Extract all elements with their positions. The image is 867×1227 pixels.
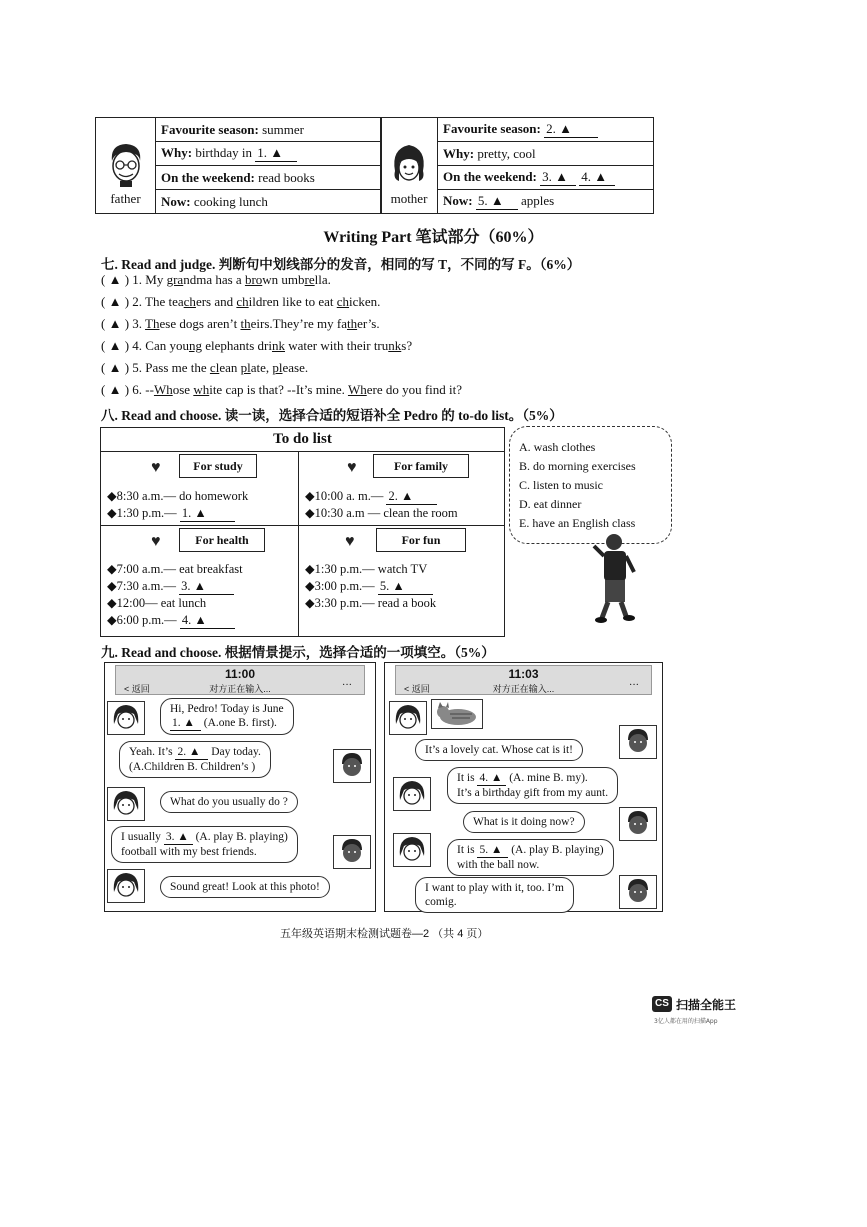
chat-right-msg-3: What is it doing now? [463,811,585,833]
chat-right-msg-1: It’s a lovely cat. Whose cat is it! [415,739,583,761]
boy-avatar [619,807,657,841]
girl-face-icon [108,870,144,902]
todo-family-cell [298,451,505,526]
section-8-title: 八. Read and choose. 读一读，选择合适的短语补全 Pedro 的 to-do list。（5%） [101,408,563,423]
todo-fun-cell [298,525,505,637]
health-row-4: ◆6:00 p.m.— 4. ▲ [107,612,235,629]
health-row-1: ◆7:00 a.m.— eat breakfast [107,562,243,576]
judge-item-6[interactable]: ( ▲ ) 6. --Whose white cap is that? --It’s mine. Where do you find it? [101,382,463,397]
father-weekend-value: read books [258,169,315,185]
chat-header-left [115,665,365,695]
boy-avatar [333,749,371,783]
chat-header-right [395,665,652,695]
judge-item-2[interactable]: ( ▲ ) 2. The teachers and children like to eat chicken. [101,294,381,309]
chat-right-msg-2: It is 4. ▲ (A. mine B. my). It’s a birthday gift from my aunt. [447,767,618,804]
girl-face-icon [108,702,144,734]
todo-list-table [100,427,505,637]
father-why-cell [156,142,382,166]
mother-now-cell [438,190,654,214]
mother-now-blank[interactable]: 5. ▲ [476,193,518,210]
heart-icon: ♥ [151,459,161,476]
boy-face-icon [620,726,656,758]
mother-now-label: Now: [443,193,473,208]
mother-weekend-label: On the weekend: [443,169,537,184]
tag-for-study: For study [179,454,257,478]
todo-blank-2[interactable]: 2. ▲ [386,489,437,505]
mother-why-cell [438,142,654,166]
chat-left-msg-1: Hi, Pedro! Today is June 1. ▲ (A.one B. first). [160,698,294,735]
mother-season-label: Favourite season: [443,121,541,136]
chat-left-msg-2: Yeah. It’s 2. ▲ Day today. (A.Children B. Children’s ) [119,741,271,778]
girl-avatar [393,777,431,811]
mother-weekend-blank-1[interactable]: 3. ▲ [540,169,576,186]
girl-avatar [389,701,427,735]
chat-time-right: 11:03 [508,667,539,681]
tag-for-fun: For fun [376,528,466,552]
mother-why-value: pretty, cool [477,145,536,161]
boy-avatar [333,835,371,869]
judge-item-5[interactable]: ( ▲ ) 5. Pass me the clean plate, please. [101,360,309,375]
todo-study-cell [100,451,299,526]
boy-avatar [619,725,657,759]
judge-item-3[interactable]: ( ▲ ) 3. These dogs aren’t theirs.They’re my father’s. [101,316,380,331]
study-row-2: ◆1:30 p.m.— 1. ▲ [107,505,235,522]
boy-face-icon [334,836,370,868]
study-row-1: ◆8:30 a.m.— do homework [107,489,249,503]
chat-status-right: 对方正在输入... [492,684,555,694]
father-season-label: Favourite season: [161,121,259,137]
heart-icon: ♥ [345,533,355,550]
tag-for-family: For family [373,454,469,478]
page-footer: 五年级英语期末检测试题卷—2 （共 4 页） [280,928,489,940]
mother-why-label: Why: [443,145,475,161]
chat-blank-3[interactable]: 3. ▲ [164,830,193,845]
father-season-value: summer [262,121,304,137]
cat-photo [431,699,483,729]
chat-blank-1[interactable]: 1. ▲ [170,716,201,731]
section-9-title: 九. Read and choose. 根据情景提示，选择合适的一项填空。（5%） [101,645,495,660]
todo-blank-5[interactable]: 5. ▲ [378,579,433,595]
father-why-label: Why: [161,145,193,160]
chat-back-button-left[interactable]: < 返回 [124,684,150,694]
todo-blank-3[interactable]: 3. ▲ [179,579,234,595]
judge-item-4[interactable]: ( ▲ ) 4. Can young elephants drink water with their trunks? [101,338,413,353]
girl-avatar [107,787,145,821]
father-season-cell [156,118,382,142]
chat-right-msg-4: It is 5. ▲ (A. play B. playing) with the ball now. [447,839,614,876]
mother-label: mother [390,191,428,206]
chat-time-left: 11:00 [224,667,256,681]
chat-left-msg-5: Sound great! Look at this photo! [160,876,330,898]
mother-weekend-blank-2[interactable]: 4. ▲ [579,169,615,186]
todo-blank-4[interactable]: 4. ▲ [180,613,235,629]
pedro-figure-icon [592,532,642,628]
chat-blank-5[interactable]: 5. ▲ [477,843,508,858]
mother-season-blank[interactable]: 2. ▲ [544,121,598,138]
health-row-2: ◆7:30 a.m.— 3. ▲ [107,578,234,595]
father-face-icon [104,141,148,187]
girl-avatar [107,869,145,903]
father-label: father [110,191,141,206]
mother-info-table [380,117,654,214]
family-row-1: ◆10:00 a. m.— 2. ▲ [305,488,437,505]
scanner-name: 扫描全能王 [676,998,737,1012]
todo-health-cell [100,525,299,637]
judge-item-1[interactable]: ( ▲ ) 1. My grandma has a brown umbrella. [101,272,331,287]
more-icon[interactable]: ··· [342,680,352,691]
father-now-value: cooking lunch [193,193,268,209]
girl-face-icon [394,834,430,866]
chat-status-left: 对方正在输入... [209,684,271,694]
options-bubble [509,426,672,544]
father-why-blank[interactable]: 1. ▲ [255,145,297,162]
girl-avatar [393,833,431,867]
writing-part-title: Writing Part 笔试部分（60%） [323,229,544,246]
todo-blank-1[interactable]: 1. ▲ [180,506,235,522]
fun-row-3: ◆3:30 p.m.— read a book [305,596,437,610]
boy-face-icon [334,750,370,782]
girl-face-icon [394,778,430,810]
chat-left-msg-4: I usually 3. ▲ (A. play B. playing) football with my best friends. [111,826,298,863]
boy-face-icon [620,876,656,908]
family-row-2: ◆10:30 a.m — clean the room [305,506,458,520]
father-weekend-label: On the weekend: [161,169,255,185]
option-e: E. have an English class [519,516,636,530]
section-7-title: 七. Read and judge. 判断句中划线部分的发音，相同的写 T，不同的写 F。（6%） [101,257,581,272]
health-row-3: ◆12:00— eat lunch [107,596,207,610]
chat-window-right [384,662,663,912]
scanner-tagline: 3亿人都在用的扫描App [654,1018,718,1025]
mother-cell [381,118,438,214]
tag-for-health: For health [179,528,265,552]
option-b: B. do morning exercises [519,459,636,473]
chat-blank-2[interactable]: 2. ▲ [175,745,208,760]
girl-face-icon [390,702,426,734]
fun-row-2: ◆3:00 p.m.— 5. ▲ [305,578,433,595]
option-c: C. listen to music [519,478,603,492]
fun-row-1: ◆1:30 p.m.— watch TV [305,562,428,576]
boy-face-icon [620,808,656,840]
girl-face-icon [108,788,144,820]
father-why-value: birthday in [195,145,252,160]
heart-icon: ♥ [347,459,357,476]
father-now-cell [156,190,382,214]
mother-season-cell [438,118,654,142]
option-a: A. wash clothes [519,440,596,454]
father-now-label: Now: [161,193,191,209]
todo-list-title: To do list [101,428,504,452]
cat-icon [432,700,482,728]
chat-blank-4[interactable]: 4. ▲ [477,771,506,786]
chat-back-button-right[interactable]: < 返回 [404,684,430,694]
mother-weekend-cell [438,166,654,190]
father-weekend-cell [156,166,382,190]
camscanner-logo-icon: CS [652,996,672,1012]
chat-left-msg-3: What do you usually do ? [160,791,298,813]
boy-avatar [619,875,657,909]
more-icon[interactable]: ··· [629,680,639,691]
mother-face-icon [389,141,429,187]
option-d: D. eat dinner [519,497,582,511]
father-cell [96,118,156,214]
chat-right-msg-5: I want to play with it, too. I’m comig. [415,877,574,913]
girl-avatar [107,701,145,735]
mother-now-value: apples [520,193,555,208]
father-info-table [95,117,382,214]
heart-icon: ♥ [151,533,161,550]
chat-window-left [104,662,376,912]
